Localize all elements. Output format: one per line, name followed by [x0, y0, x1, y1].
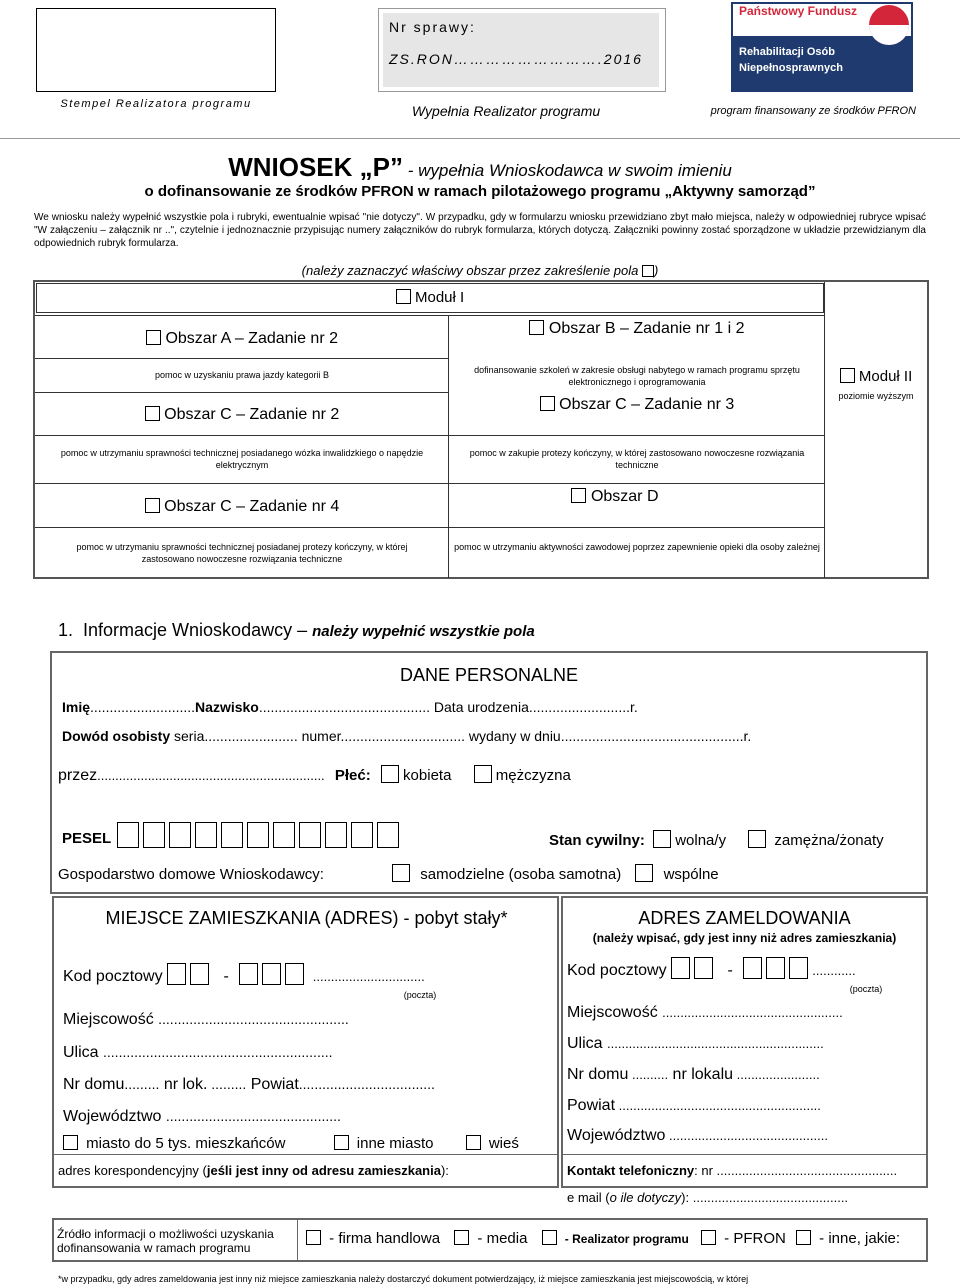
series-field[interactable]: ........................: [204, 728, 298, 744]
module2-checkbox[interactable]: [840, 368, 855, 383]
module2-desc: poziomie wyższym: [838, 391, 914, 401]
logo-line3: Niepełnosprawnych: [739, 62, 843, 74]
married-label: zamężna/żonaty: [774, 832, 884, 849]
pesel-label: PESEL: [62, 830, 112, 847]
sex-label: Płeć:: [334, 767, 371, 784]
residence-voiv-label: Województwo: [63, 1108, 162, 1125]
module1-label: Moduł I: [414, 289, 465, 306]
registration-postal-row: [567, 957, 856, 980]
area-c3-label: Obszar C – Zadanie nr 3: [559, 396, 735, 413]
area-a2-label: Obszar A – Zadanie nr 2: [165, 330, 338, 347]
male-label: mężczyzna: [495, 767, 571, 784]
area-hint: [0, 263, 960, 278]
household-row: [58, 864, 719, 883]
registration-flat-label: nr lokalu: [668, 1066, 734, 1083]
module2: [826, 368, 926, 385]
email-field[interactable]: ...........................................: [689, 1190, 849, 1205]
id-label: Dowód osobisty: [62, 728, 171, 744]
village-checkbox[interactable]: [466, 1135, 481, 1150]
pesel-digit-box-1[interactable]: [117, 822, 139, 848]
name-label: Imię: [62, 699, 91, 715]
phone-field[interactable]: ..................................................: [712, 1163, 898, 1178]
residence-postal-dash: -: [223, 968, 229, 985]
section1-title: Informacje Wnioskodawcy: [83, 620, 293, 640]
residence-street-field[interactable]: ...........................................................: [103, 1044, 333, 1060]
phone-row: [567, 1163, 897, 1178]
registration-note: (należy wpisać, gdy jest inny niż adres zamieszkania): [592, 931, 897, 945]
area-c2-desc: pomoc w utrzymaniu sprawności technicznej posiadanego wózka inwalidzkiego o napędzie elektrycznym: [60, 448, 424, 470]
number-field[interactable]: ................................: [340, 728, 465, 744]
registration-postal-box-1[interactable]: [671, 957, 690, 979]
pesel-digit-box-7[interactable]: [273, 822, 295, 848]
residence-voiv-field[interactable]: .............................................: [165, 1108, 341, 1124]
area-c4-checkbox[interactable]: [145, 498, 160, 513]
module2-label: Moduł II: [858, 368, 913, 385]
registration-town-field[interactable]: ..................................................: [662, 1005, 843, 1020]
civil-status-row: [549, 830, 884, 849]
registration-street-row: [567, 1035, 824, 1053]
residence-voiv-row: [63, 1108, 341, 1126]
source-pfron-label: - PFRON: [724, 1230, 786, 1247]
residence-post-field[interactable]: ...............................: [312, 969, 425, 984]
pesel-digit-box-11[interactable]: [377, 822, 399, 848]
source-realizator-label: - Realizator programu: [564, 1232, 689, 1246]
registration-voiv-row: [567, 1127, 828, 1145]
source-shop-label: - firma handlowa: [329, 1230, 441, 1247]
residence-house-label: Nr domu: [63, 1076, 125, 1093]
registration-post-field[interactable]: ............: [812, 963, 856, 978]
registration-county-field[interactable]: ........................................................: [615, 1098, 821, 1113]
residence-postal-box-5[interactable]: [285, 963, 304, 985]
city-other-label: inne miasto: [356, 1135, 434, 1152]
registration-town-row: [567, 1004, 843, 1022]
registration-county-label: Powiat: [567, 1097, 616, 1114]
email-end: ):: [681, 1190, 690, 1205]
area-c3: [450, 396, 824, 414]
household-single-label: samodzielne (osoba samotna): [420, 866, 622, 883]
residence-postal-row: [63, 963, 425, 986]
module1-checkbox[interactable]: [396, 289, 411, 304]
residence-locality-row: [63, 1135, 519, 1152]
area-a2-checkbox[interactable]: [146, 330, 161, 345]
city-small-checkbox[interactable]: [63, 1135, 78, 1150]
household-shared-checkbox[interactable]: [635, 864, 653, 882]
area-a2-desc: pomoc w uzyskaniu prawa jazdy kategorii B: [154, 370, 330, 380]
married-checkbox[interactable]: [748, 830, 766, 848]
residence-house-field[interactable]: .........: [124, 1076, 160, 1092]
birth-label: Data urodzenia: [430, 699, 529, 715]
source-realizator-checkbox[interactable]: [542, 1230, 557, 1245]
area-c4-label: Obszar C – Zadanie nr 4: [164, 498, 340, 515]
source-shop-checkbox[interactable]: [306, 1230, 321, 1245]
residence-flat-label: nr lok.: [159, 1076, 208, 1093]
corr-bold: jeśli jest inny od adresu zamieszkania: [206, 1163, 441, 1178]
registration-postal-box-3[interactable]: [743, 957, 762, 979]
registration-flat-field[interactable]: .......................: [733, 1067, 820, 1082]
phone-label: Kontakt telefoniczny: [567, 1163, 695, 1178]
case-number-label: Nr sprawy:: [389, 19, 476, 35]
female-checkbox[interactable]: [381, 765, 399, 783]
city-other-checkbox[interactable]: [334, 1135, 349, 1150]
pesel-digit-box-4[interactable]: [195, 822, 217, 848]
area-d: [450, 488, 780, 506]
source-pfron-checkbox[interactable]: [701, 1230, 716, 1245]
registration-house-label: Nr domu: [567, 1066, 629, 1083]
residence-postal-box-4[interactable]: [262, 963, 281, 985]
name-field[interactable]: ...........................: [90, 699, 196, 715]
residence-street-row: [63, 1044, 333, 1062]
residence-postal-box-2[interactable]: [190, 963, 209, 985]
area-c2-checkbox[interactable]: [145, 406, 160, 421]
issued-field[interactable]: ...............................................: [560, 728, 744, 744]
household-label: Gospodarstwo domowe Wnioskodawcy:: [58, 866, 324, 883]
source-label: Źródło informacji o możliwości uzyskania dofinansowania w ramach programu: [57, 1227, 274, 1255]
pesel-digit-box-9[interactable]: [325, 822, 347, 848]
registration-street-field[interactable]: ............................................................: [607, 1036, 824, 1051]
single-checkbox[interactable]: [653, 830, 671, 848]
area-c2-label: Obszar C – Zadanie nr 2: [164, 406, 340, 423]
pfron-logo: [731, 2, 913, 92]
registration-town-label: Miejscowość: [567, 1004, 658, 1021]
registration-voiv-label: Województwo: [567, 1127, 666, 1144]
registration-postal-dash: -: [727, 962, 733, 979]
section1-note: należy wypełnić wszystkie pola: [312, 623, 535, 640]
module1-header: [36, 283, 824, 313]
logo-line2: Rehabilitacji Osób: [739, 46, 835, 58]
residence-town-row: [63, 1011, 349, 1029]
pesel-digit-box-5[interactable]: [221, 822, 243, 848]
area-c3-desc: pomoc w zakupie protezy kończyny, w której zastosowano nowoczesne rozwiązania techniczne: [469, 448, 805, 470]
residence-county-label: Powiat: [246, 1076, 299, 1093]
registration-postal-box-2[interactable]: [694, 957, 713, 979]
residence-town-label: Miejscowość: [63, 1011, 154, 1028]
village-label: wieś: [488, 1135, 519, 1152]
form-title-rest: - wypełnia Wnioskodawca w swoim imieniu: [403, 161, 732, 180]
logo-line1: Państwowy Fundusz: [739, 4, 858, 18]
residence-flat-field[interactable]: .........: [207, 1076, 247, 1092]
area-d-checkbox[interactable]: [571, 488, 586, 503]
source-other-checkbox[interactable]: [796, 1230, 811, 1245]
section1-dash: –: [292, 620, 313, 640]
residence-town-field[interactable]: .................................................: [158, 1011, 349, 1027]
area-b12: [450, 320, 824, 338]
residence-post-hint: (poczta): [403, 990, 437, 1000]
birth-suffix: r.: [630, 699, 638, 715]
residence-county-field[interactable]: ...................................: [298, 1076, 435, 1092]
footnote: *w przypadku, gdy adres zameldowania jest inny niż miejsce zamieszkania należy dostarczyć dokument potwierdzający, iż miejsce zamieszkania jest miejscowością, w której: [58, 1274, 749, 1284]
case-number-value[interactable]: ZS.RON……………………….2016: [389, 51, 643, 67]
hint-checkbox-icon: [642, 265, 654, 277]
case-number-box: [378, 8, 666, 92]
single-label: wolna/y: [675, 832, 727, 849]
email-italic: o ile dotyczy: [609, 1190, 682, 1205]
pesel-digit-box-10[interactable]: [351, 822, 373, 848]
birth-field[interactable]: ..........................: [528, 699, 630, 715]
area-hint-end: ): [653, 263, 659, 278]
area-c2: [36, 406, 448, 424]
area-b12-label: Obszar B – Zadanie nr 1 i 2: [548, 320, 745, 337]
source-media-label: - media: [477, 1230, 528, 1247]
source-media-checkbox[interactable]: [454, 1230, 469, 1245]
section1-number: 1.: [58, 620, 74, 640]
pesel-digit-box-2[interactable]: [143, 822, 165, 848]
registration-street-label: Ulica: [567, 1035, 603, 1052]
civil-label: Stan cywilny:: [549, 832, 645, 849]
area-c3-checkbox[interactable]: [540, 396, 555, 411]
area-d-label: Obszar D: [590, 488, 659, 505]
module-divider: [824, 282, 825, 578]
issuer-label: przez: [58, 767, 98, 784]
surname-field[interactable]: ............................................: [258, 699, 431, 715]
corr-label: adres korespondencyjny (: [58, 1163, 207, 1178]
household-single-checkbox[interactable]: [392, 864, 410, 882]
section1-heading: [58, 620, 535, 641]
issuer-row: [58, 765, 571, 785]
area-c4: [36, 498, 448, 516]
pesel-row: [62, 822, 403, 848]
area-hint-text: (należy zaznaczyć właściwy obszar przez zakreślenie pola: [301, 263, 642, 278]
email-row: [567, 1190, 848, 1205]
registration-county-row: [567, 1097, 821, 1115]
pesel-digit-box-3[interactable]: [169, 822, 191, 848]
fill-by-realizator: Wypełnia Realizator programu: [411, 103, 601, 119]
email-label: e mail (: [567, 1190, 610, 1205]
name-row: [62, 699, 638, 715]
header-divider: [0, 138, 960, 139]
financed-label: program finansowany ze środków PFRON: [710, 105, 916, 117]
source-options: [306, 1230, 900, 1247]
correspondence-row: [58, 1163, 449, 1178]
issuer-field[interactable]: ...............................................................: [97, 768, 325, 783]
issued-label: wydany w dniu: [465, 728, 561, 744]
area-a2: [36, 330, 448, 348]
personal-heading: DANE PERSONALNE: [399, 665, 579, 685]
series-label: seria: [170, 728, 205, 744]
surname-label: Nazwisko: [195, 699, 259, 715]
registration-post-hint: (poczta): [849, 984, 883, 994]
stamp-box: [36, 8, 276, 92]
area-d-desc: pomoc w utrzymaniu aktywności zawodowej poprzez zapewnienie opieki dla osoby zależnej: [454, 542, 820, 552]
form-title: [0, 152, 960, 183]
registration-postal-label: Kod pocztowy: [567, 962, 667, 979]
residence-house-row: [63, 1076, 435, 1094]
source-other-label: - inne, jakie:: [819, 1230, 901, 1247]
instructions-text: We wniosku należy wypełnić wszystkie pola i rubryki, ewentualnie wpisać "nie dotyczy". W przypadku, gdy w formularzu wniosku przewidziano zbyt mało miejsca, należy w odpowiedniej rubryce wpisać "W załączeniu – załącznik nr ..", czytelnie i jednoznacznie przypisując numery załączników do rubryk formularza, których dotyczą. Załączniki powinny zostać sporządzone w układzie przewidzianym dla odpowiednich rubryk formularza.: [34, 212, 926, 249]
male-checkbox[interactable]: [474, 765, 492, 783]
pesel-digit-box-6[interactable]: [247, 822, 269, 848]
area-b12-desc: dofinansowanie szkoleń w zakresie obsługi nabytego w ramach programu sprzętu elektronicznego i oprogramowania: [474, 365, 800, 387]
id-row: [62, 728, 751, 744]
city-small-label: miasto do 5 tys. mieszkańców: [86, 1135, 286, 1152]
pesel-digit-box-8[interactable]: [299, 822, 321, 848]
registration-house-row: [567, 1066, 820, 1084]
registration-postal-box-5[interactable]: [789, 957, 808, 979]
phone-rest: : nr: [694, 1163, 713, 1178]
residence-postal-box-1[interactable]: [167, 963, 186, 985]
stamp-label: Stempel Realizatora programu: [60, 98, 252, 110]
area-b12-checkbox[interactable]: [529, 320, 544, 335]
form-title-main: WNIOSEK „P”: [228, 152, 403, 182]
column-divider: [448, 315, 449, 578]
registration-heading: ADRES ZAMELDOWANIA: [638, 908, 851, 928]
corr-end: ):: [440, 1163, 449, 1178]
issued-suffix: r.: [743, 728, 752, 744]
registration-postal-box-4[interactable]: [766, 957, 785, 979]
female-label: kobieta: [403, 767, 452, 784]
residence-postal-box-3[interactable]: [239, 963, 258, 985]
household-shared-label: wspólne: [663, 866, 719, 883]
registration-voiv-field[interactable]: ............................................: [665, 1128, 828, 1143]
form-subtitle: o dofinansowanie ze środków PFRON w ramach pilotażowego programu „Aktywny samorząd”: [144, 183, 816, 200]
registration-house-field[interactable]: ..........: [628, 1067, 669, 1082]
number-label: numer: [297, 728, 341, 744]
area-c4-desc: pomoc w utrzymaniu sprawności technicznej posiadanej protezy kończyny, w której zastosowano nowoczesne rozwiązania techniczne: [76, 542, 408, 564]
residence-street-label: Ulica: [63, 1044, 99, 1061]
residence-postal-label: Kod pocztowy: [63, 968, 163, 985]
residence-heading: MIEJSCE ZAMIESZKANIA (ADRES) - pobyt stały*: [105, 908, 508, 928]
